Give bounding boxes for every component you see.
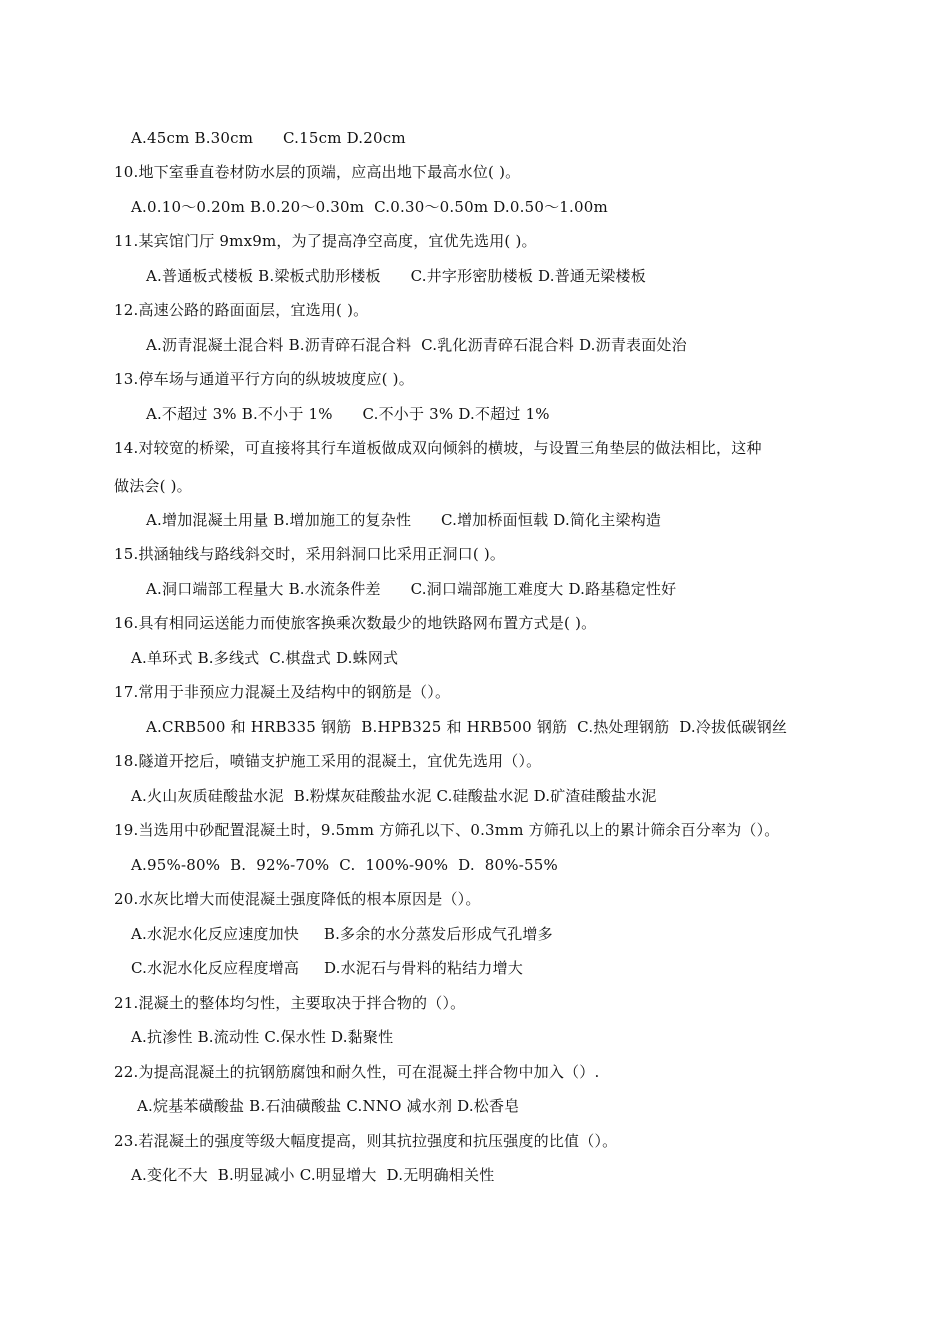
question-line: 11.某宾馆门厅 9mx9m，为了提高净空高度，宜优先选用( )。 <box>114 232 537 250</box>
option-line: C.水泥水化反应程度增高 D.水泥石与骨料的粘结力增大 <box>131 959 524 977</box>
question-line: 20.水灰比增大而使混凝土强度降低的根本原因是（）。 <box>114 890 481 908</box>
option-line: A.95%-80% B. 92%-70% C. 100%-90% D. 80%-55% <box>131 856 558 874</box>
question-line: 13.停车场与通道平行方向的纵坡坡度应( )。 <box>114 370 414 388</box>
question-line: 12.高速公路的路面面层，宜选用( )。 <box>114 301 369 319</box>
option-line: A.单环式 B.多线式 C.棋盘式 D.蛛网式 <box>131 649 399 667</box>
question-line: 18.隧道开挖后，喷锚支护施工采用的混凝土，宜优先选用（）。 <box>114 752 542 770</box>
option-line: A.洞口端部工程量大 B.水流条件差 C.洞口端部施工难度大 D.路基稳定性好 <box>146 580 677 598</box>
option-line: A.火山灰质硅酸盐水泥 B.粉煤灰硅酸盐水泥 C.硅酸盐水泥 D.矿渣硅酸盐水泥 <box>131 787 657 805</box>
question-line: 22.为提高混凝土的抗钢筋腐蚀和耐久性，可在混凝土拌合物中加入（）. <box>114 1063 600 1081</box>
question-line: 做法会( )。 <box>114 477 192 495</box>
option-line: A.不超过 3% B.不小于 1% C.不小于 3% D.不超过 1% <box>146 405 550 423</box>
question-line: 21.混凝土的整体均匀性，主要取决于拌合物的（）。 <box>114 994 466 1012</box>
option-line: A.0.10～0.20m B.0.20～0.30m C.0.30～0.50m D.0.50～1.00m <box>131 198 608 216</box>
question-line: 23.若混凝土的强度等级大幅度提高，则其抗拉强度和抗压强度的比值（）。 <box>114 1132 618 1150</box>
question-line: 14.对较宽的桥梁，可直接将其行车道板做成双向倾斜的横坡，与设置三角垫层的做法相比，这种 <box>114 439 762 457</box>
question-line: 10.地下室垂直卷材防水层的顶端，应高出地下最高水位( )。 <box>114 163 521 181</box>
option-line: A.CRB500 和 HRB335 钢筋 B.HPB325 和 HRB500 钢筋 C.热处理钢筋 D.冷拔低碳钢丝 <box>146 718 788 736</box>
option-line: A.增加混凝土用量 B.增加施工的复杂性 C.增加桥面恒载 D.简化主梁构造 <box>146 511 662 529</box>
option-line: A.水泥水化反应速度加快 B.多余的水分蒸发后形成气孔增多 <box>131 925 553 943</box>
option-line: A.变化不大 B.明显减小 C.明显增大 D.无明确相关性 <box>131 1166 495 1184</box>
option-line: A.抗渗性 B.流动性 C.保水性 D.黏聚性 <box>131 1028 394 1046</box>
question-line: 17.常用于非预应力混凝土及结构中的钢筋是（）。 <box>114 683 451 701</box>
question-line: 19.当选用中砂配置混凝土时，9.5mm 方筛孔以下、0.3mm 方筛孔以上的累计筛余百分率为（）。 <box>114 821 780 839</box>
question-line: 15.拱涵轴线与路线斜交时，采用斜洞口比采用正洞口( )。 <box>114 545 506 563</box>
option-line: A.45cm B.30cm C.15cm D.20cm <box>131 129 406 147</box>
option-line: A.沥青混凝土混合料 B.沥青碎石混合料 C.乳化沥青碎石混合料 D.沥青表面处治 <box>146 336 687 354</box>
question-line: 16.具有相同运送能力而使旅客换乘次数最少的地铁路网布置方式是( )。 <box>114 614 597 632</box>
option-line: A.烷基苯磺酸盐 B.石油磺酸盐 C.NNO 减水剂 D.松香皂 <box>137 1097 520 1115</box>
option-line: A.普通板式楼板 B.梁板式肋形楼板 C.井字形密肋楼板 D.普通无梁楼板 <box>146 267 646 285</box>
